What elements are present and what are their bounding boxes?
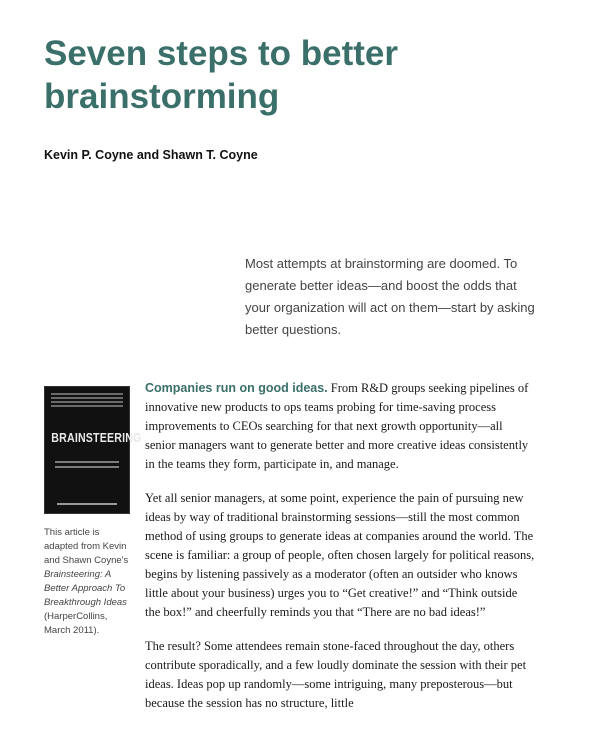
article-authors: Kevin P. Coyne and Shawn T. Coyne (44, 148, 258, 162)
book-caption (44, 526, 136, 638)
caption-prefix: This article is adapted from Kevin and Shawn Coyne's (44, 527, 129, 566)
paragraph-1-text: From R&D groups seeking pipelines of innovative new products to ops teams probing for time-saving process improvements to CEOs searching for that next growth opportunity—all senior managers want to generate better and more creative ideas consistently in the teams they form, participate in, and manage. (145, 381, 529, 471)
book-cover-image (44, 386, 142, 514)
caption-book-title: Brainsteering: A Better Approach To Breakthrough Ideas (44, 569, 127, 608)
lead-in: Companies run on good ideas. (145, 381, 328, 395)
body-paragraph-3: The result? Some attendees remain stone-faced throughout the day, others contribute sporadically, and a few loudly dominate the session with their pet ideas. Ideas pop up randomly—some intriguing, many preposterous—but because the session has no structure, little (145, 639, 527, 710)
book-cover-title: BRAINSTEERING (51, 431, 142, 445)
article-title: Seven steps to better brainstorming (44, 34, 398, 116)
book-cover-blurb (51, 393, 123, 411)
book-cover-subtitle (55, 461, 119, 471)
caption-suffix: (HarperCollins, March 2011). (44, 611, 108, 636)
body-paragraph-2: Yet all senior managers, at some point, experience the pain of pursuing new ideas by way of traditional brainstorming sessions—still the most common method of using groups to generate ideas at companies around the world. The scene is familiar: a group of people, often chosen largely for political reasons, begins by listening passively as a moderator (often an outsider who knows little about your business) urges you to “Get creative!” and “Think outside the box!” and cheerfully reminds you that “There are no bad ideas!” (145, 491, 535, 619)
body-paragraph-1 (145, 379, 535, 474)
book-cover-authors (57, 503, 117, 505)
article-body (145, 379, 535, 728)
article-dek: Most attempts at brainstorming are doomed. To generate better ideas—and boost the odds that your organization will act on them—start by asking better questions. (245, 256, 535, 337)
